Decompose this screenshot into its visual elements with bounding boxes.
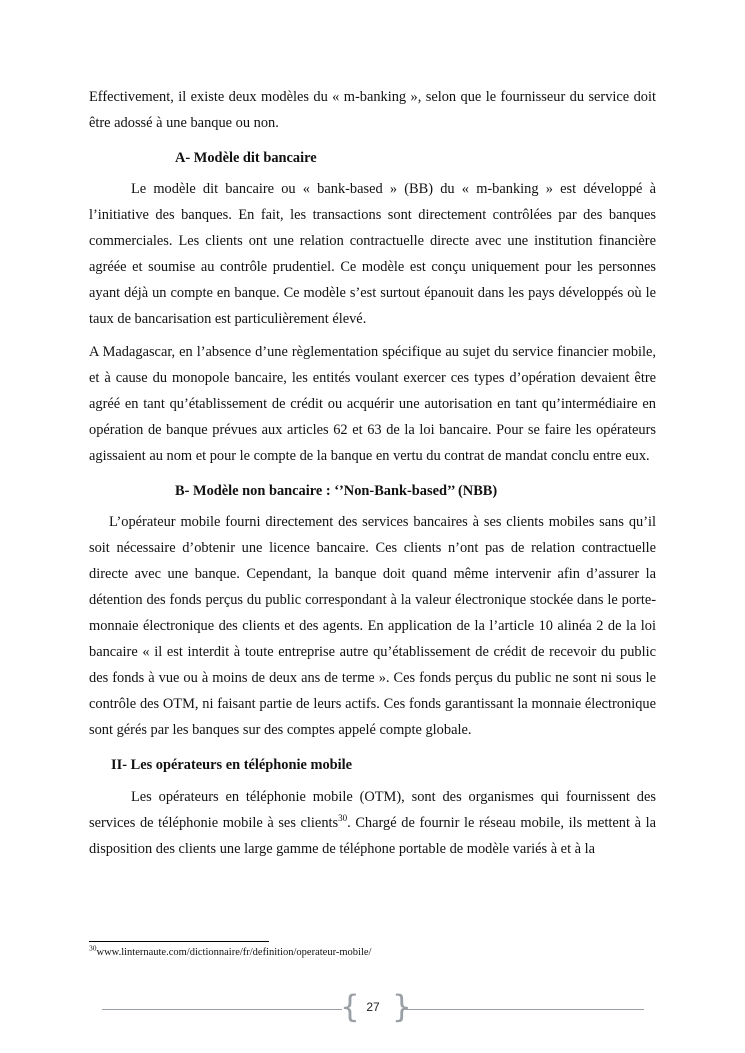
paragraph-madagascar: A Madagascar, en l’absence d’une règlementation spécifique au sujet du service financier mobile, et à cause du monopole bancaire, les entités voulant exercer ces types d’opération devaient être agréé en tant qu’établissement de crédit ou acquérir une autorisation en tant qu’intermédiaire en opération de banque prévues aux articles 62 et 63 de la loi bancaire. Pour se faire les opérateurs agissaient au nom et pour le compte de la banque en vertu du contrat de mandat conclu entre eux. xyxy=(89,344,656,464)
footnote xyxy=(89,943,372,958)
heading-mobile-operators: II- Les opérateurs en téléphonie mobile xyxy=(111,757,353,773)
footnote-number: 30 xyxy=(89,943,97,953)
heading-model-bank-based: A- Modèle dit bancaire xyxy=(175,150,317,166)
footnote-text: www.linternaute.com/dictionnaire/fr/definition/operateur-mobile/ xyxy=(96,947,372,958)
footer-rule-left xyxy=(102,1009,342,1010)
paragraph-text-after-ref: . Chargé de fournir le réseau mobile, ils mettent à la disposition des clients une large gamme de téléphone portable de modèle variés à et à la xyxy=(89,815,656,857)
document-page xyxy=(89,84,656,862)
footnote-reference: 30 xyxy=(338,813,348,824)
page-number: 27 xyxy=(366,1000,380,1014)
footer-brace-close: } xyxy=(392,989,412,1025)
paragraph-intro: Effectivement, il existe deux modèles du « m-banking », selon que le fournisseur du service doit être adossé à une banque ou non. xyxy=(89,89,656,131)
paragraph-text-before-ref: Les opérateurs en téléphonie mobile (OTM), sont des organismes qui fournissent des services de téléphonie mobile à ses clients xyxy=(89,789,656,831)
paragraph-bank-based: Le modèle dit bancaire ou « bank-based » (BB) du « m-banking » est développé à l’initiative des banques. En fait, les transactions sont directement contrôlées par des banques commerciales. Les clients ont une relation contractuelle directe avec une institution financière agréée et soumise au contrôle prudentiel. Ce modèle est conçu uniquement pour les personnes ayant déjà un compte en banque. Ce modèle s’est surtout épanouit dans les pays développés où le taux de bancarisation est particulièrement élevé. xyxy=(89,181,656,327)
paragraph-mobile-operators xyxy=(89,784,656,862)
heading-model-non-bank-based: B- Modèle non bancaire : ‘’Non-Bank-based’’ (NBB) xyxy=(175,483,498,499)
paragraph-non-bank-based: L’opérateur mobile fourni directement des services bancaires à ses clients mobiles sans qu’il soit nécessaire d’obtenir une licence bancaire. Ces clients n’ont pas de relation contractuelle directe avec une banque. Cependant, la banque doit quand même intervenir afin d’assurer la détention des fonds perçus du public correspondant à la valeur électronique stockée dans le porte-monnaie électronique des clients et des agents. En application de la l’article 10 alinéa 2 de la loi bancaire « il est interdit à toute entreprise autre qu’établissement de crédit de recevoir du public des fonds à vue ou à moins de deux ans de terme ». Ces fonds perçus du public ne sont ni sous le contrôle des OTM, ni faisant partie de leurs actifs. Ces fonds garantissant la monnaie électronique sont gérés par les banques sur des comptes appelé compte globale. xyxy=(89,514,656,738)
footnote-separator xyxy=(89,941,269,942)
footer-rule-right xyxy=(402,1009,644,1010)
footer-brace-open: { xyxy=(340,989,360,1025)
